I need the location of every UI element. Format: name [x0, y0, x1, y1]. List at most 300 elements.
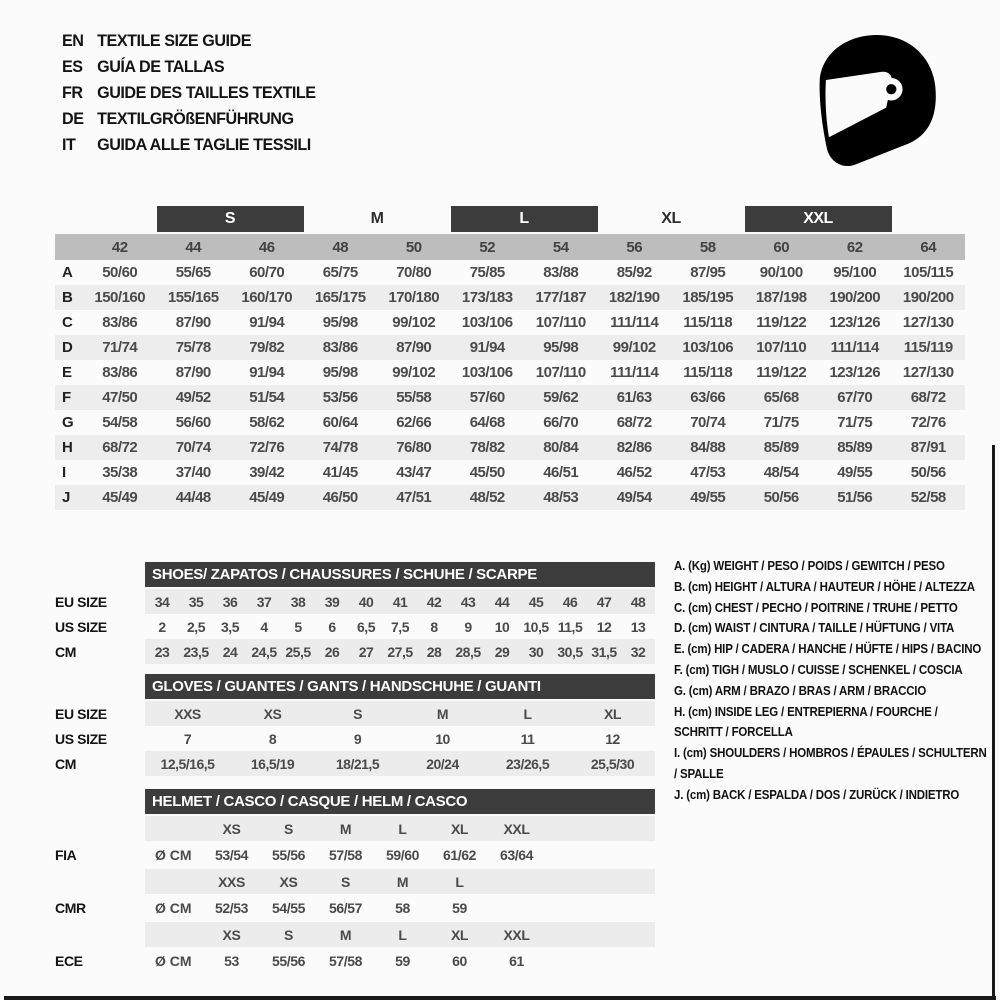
size-value: 71/75 — [837, 414, 873, 431]
size-value: 107/110 — [535, 364, 586, 381]
shoes-value: 2,5 — [187, 618, 205, 635]
helmet-value: 54/55 — [271, 900, 306, 916]
shoes-value: 10 — [494, 618, 510, 635]
size-value: 45/50 — [469, 464, 505, 481]
size-band-empty — [892, 206, 966, 232]
size-value: 95/98 — [322, 314, 358, 331]
legend-item: A. (Kg) WEIGHT / PESO / POIDS / GEWITCH / PESO — [674, 559, 945, 573]
gloves-row-cm — [55, 751, 655, 776]
helmet-size-header: XXL — [503, 926, 530, 943]
size-row-label: C — [62, 314, 73, 331]
size-value: 170/180 — [388, 289, 440, 306]
helmet-standard-label: ECE — [55, 953, 83, 969]
page-bottom-border — [4, 996, 996, 1000]
size-column-header: 58 — [699, 238, 716, 256]
size-value: 35/38 — [102, 464, 138, 481]
size-value: 68/72 — [910, 389, 946, 406]
size-value: 155/165 — [167, 289, 219, 306]
gloves-value: 25,5/30 — [590, 755, 635, 772]
helmet-size-table — [55, 789, 655, 975]
size-value: 65/75 — [322, 264, 358, 281]
size-value: 52/58 — [910, 489, 946, 506]
gloves-value: 10 — [435, 730, 450, 747]
gloves-value: 23/26,5 — [505, 755, 550, 772]
language-title: GUIDA ALLE TAGLIE TESSILI — [97, 135, 311, 154]
size-value: 50/56 — [910, 464, 946, 481]
shoes-value: 23,5 — [183, 643, 209, 660]
language-title: TEXTILE SIZE GUIDE — [97, 31, 252, 50]
gloves-table-title: GLOVES / GUANTES / GANTS / HANDSCHUHE / GUANTI — [145, 674, 655, 699]
size-value: 58/62 — [249, 414, 285, 431]
shoes-value: 45 — [528, 593, 544, 610]
size-value: 68/72 — [102, 439, 138, 456]
size-band-xl: XL — [661, 210, 681, 227]
helmet-value: 63/64 — [499, 847, 534, 863]
gloves-value: S — [353, 705, 362, 722]
size-value: 37/40 — [175, 464, 211, 481]
legend-item: E. (cm) HIP / CADERA / HANCHE / HÜFTE / HIPS / BACINO — [674, 642, 982, 657]
language-row — [62, 132, 316, 158]
helmet-value: 52/53 — [214, 900, 249, 916]
size-column-header: 52 — [479, 238, 496, 256]
legend-item: C. (cm) CHEST / PECHO / POITRINE / TRUHE / PETTO — [674, 600, 958, 615]
helmet-table-title: HELMET / CASCO / CASQUE / HELM / CASCO — [145, 789, 655, 814]
shoes-value: 13 — [630, 618, 646, 635]
helmet-value: 59 — [395, 953, 410, 969]
shoes-value: 6 — [328, 618, 336, 635]
gloves-value: XS — [263, 705, 282, 722]
size-row-label: G — [62, 414, 74, 431]
helmet-value-row-cmr — [55, 894, 655, 922]
size-value: 185/195 — [682, 289, 734, 306]
size-value: 57/60 — [469, 389, 505, 406]
helmet-value: 60 — [452, 953, 467, 969]
size-row-label: B — [62, 289, 73, 306]
page-right-border — [992, 445, 995, 1000]
size-value: 85/92 — [616, 264, 652, 281]
helmet-size-header: S — [284, 820, 293, 837]
helmet-value: 57/58 — [328, 847, 363, 863]
language-row — [62, 28, 316, 54]
gloves-value: 8 — [268, 730, 277, 747]
size-row-label: I — [62, 464, 67, 481]
size-row-i — [55, 460, 965, 485]
size-value: 72/76 — [910, 414, 946, 431]
size-value: 47/53 — [690, 464, 726, 481]
size-value: 75/85 — [469, 264, 505, 281]
helmet-size-header: XS — [279, 873, 298, 890]
helmet-value: 57/58 — [328, 953, 363, 969]
size-column-header: 42 — [111, 238, 128, 256]
shoes-value: 31,5 — [591, 643, 617, 660]
shoes-value: 27,5 — [387, 643, 413, 660]
gloves-value: 18/21,5 — [335, 755, 380, 772]
size-value: 49/52 — [175, 389, 211, 406]
helmet-size-header: M — [339, 926, 352, 943]
size-value: 165/175 — [314, 289, 366, 306]
shoes-value: 35 — [188, 593, 204, 610]
size-column-header: 50 — [405, 238, 422, 256]
shoes-value: 40 — [358, 593, 374, 610]
size-band-empty — [83, 206, 157, 232]
language-code: DE — [62, 109, 84, 128]
helmet-value: 59/60 — [385, 847, 420, 863]
size-value: 75/78 — [175, 339, 211, 356]
gloves-row-values — [145, 726, 655, 751]
size-value: 65/68 — [763, 389, 799, 406]
helmet-size-header: XS — [222, 926, 241, 943]
size-value: 115/119 — [903, 339, 953, 356]
size-value: 127/130 — [902, 364, 954, 381]
size-column-header: 44 — [185, 238, 202, 256]
gloves-value: 7 — [183, 730, 192, 747]
size-value: 43/47 — [396, 464, 432, 481]
legend-item: H. (cm) INSIDE LEG / ENTREPIERNA / FOURCHE / SCHRITT / FORCELLA — [674, 704, 938, 740]
size-value: 45/49 — [102, 489, 138, 506]
size-band-xxl: XXL — [745, 206, 892, 232]
shoes-value: 30 — [528, 643, 544, 660]
language-code: EN — [62, 31, 84, 50]
helmet-size-header: XL — [450, 820, 469, 837]
helmet-size-header: XXL — [503, 820, 530, 837]
size-value: 85/89 — [763, 439, 799, 456]
helmet-values-ece — [145, 947, 655, 975]
size-value: 87/90 — [175, 364, 211, 381]
size-value: 84/88 — [690, 439, 726, 456]
size-value: 49/54 — [616, 489, 652, 506]
size-value: 95/98 — [543, 339, 579, 356]
shoes-value: 41 — [392, 593, 408, 610]
size-band-s: S — [157, 206, 304, 232]
gloves-row-label: CM — [55, 755, 76, 772]
size-value: 127/130 — [902, 314, 954, 331]
size-value: 190/200 — [829, 289, 881, 306]
diameter-unit-label: Ø CM — [155, 953, 192, 969]
shoes-value: 28 — [426, 643, 442, 660]
size-value: 80/84 — [543, 439, 579, 456]
size-value: 83/86 — [322, 339, 358, 356]
size-value: 55/58 — [396, 389, 432, 406]
language-title: GUIDE DES TAILLES TEXTILE — [97, 83, 316, 102]
gloves-row-label: EU SIZE — [55, 705, 107, 722]
size-column-header: 60 — [773, 238, 790, 256]
size-row-a — [55, 260, 965, 285]
size-value: 47/50 — [102, 389, 138, 406]
size-value: 53/56 — [322, 389, 358, 406]
shoes-value: 32 — [630, 643, 646, 660]
size-value: 49/55 — [690, 489, 726, 506]
size-value: 48/52 — [469, 489, 505, 506]
size-column-header: 46 — [258, 238, 275, 256]
size-value: 103/106 — [682, 339, 734, 356]
helmet-size-header: XXS — [218, 873, 245, 890]
shoes-value: 43 — [460, 593, 476, 610]
size-column-header: 62 — [846, 238, 863, 256]
shoes-row-values — [145, 589, 655, 614]
size-column-header: 64 — [920, 238, 937, 256]
gloves-row-eu-size — [55, 701, 655, 726]
shoes-value: 36 — [222, 593, 238, 610]
shoes-value: 47 — [596, 593, 612, 610]
legend-item: D. (cm) WAIST / CINTURA / TAILLE / HÜFTUNG / VITA — [674, 621, 955, 636]
helmet-size-headers-ece — [145, 922, 655, 947]
shoes-value: 26 — [324, 643, 340, 660]
shoes-row-values — [145, 614, 655, 639]
size-row-label: D — [62, 339, 73, 356]
size-column-header: 56 — [626, 238, 643, 256]
size-value: 46/52 — [616, 464, 652, 481]
band-spacer — [55, 206, 83, 232]
size-value: 67/70 — [837, 389, 873, 406]
size-value: 111/114 — [830, 339, 879, 356]
size-value: 123/126 — [829, 314, 881, 331]
language-code: FR — [62, 83, 83, 102]
helmet-values-fia — [145, 841, 655, 869]
shoes-row-values — [145, 639, 655, 664]
language-row — [62, 54, 316, 80]
size-band-row — [55, 206, 965, 232]
language-title-list — [62, 28, 316, 158]
helmet-size-headers-cmr — [145, 869, 655, 894]
size-value: 111/114 — [610, 314, 659, 331]
size-value: 95/98 — [322, 364, 358, 381]
gloves-row-us-size — [55, 726, 655, 751]
size-value: 74/78 — [322, 439, 358, 456]
size-value: 71/74 — [102, 339, 138, 356]
helmet-value: 59 — [452, 900, 467, 916]
size-value: 63/66 — [690, 389, 726, 406]
shoes-value: 44 — [494, 593, 510, 610]
size-row-b — [55, 285, 965, 310]
helmet-value: 55/56 — [271, 847, 306, 863]
size-value: 99/102 — [392, 364, 436, 381]
size-value: 68/72 — [616, 414, 652, 431]
size-value: 187/198 — [755, 289, 807, 306]
shoes-value: 48 — [630, 593, 646, 610]
size-value: 119/122 — [756, 364, 807, 381]
shoes-row-label: EU SIZE — [55, 593, 107, 610]
helmet-size-header: XL — [450, 926, 469, 943]
helmet-value: 61/62 — [442, 847, 477, 863]
size-value: 72/76 — [249, 439, 285, 456]
helmet-value-row-fia — [55, 841, 655, 869]
size-row-d — [55, 335, 965, 360]
size-value: 87/91 — [910, 439, 946, 456]
shoes-value: 8 — [430, 618, 438, 635]
size-value: 87/95 — [690, 264, 726, 281]
shoes-size-table — [55, 562, 655, 664]
gloves-value: 12 — [605, 730, 620, 747]
shoes-value: 10,5 — [523, 618, 549, 635]
shoes-value: 25,5 — [285, 643, 311, 660]
size-value: 91/94 — [469, 339, 505, 356]
size-value: 115/118 — [683, 314, 733, 331]
helmet-standard-label: FIA — [55, 847, 77, 863]
size-value: 190/200 — [902, 289, 954, 306]
shoes-value: 24,5 — [251, 643, 277, 660]
size-value: 47/51 — [396, 489, 432, 506]
gloves-value: 20/24 — [426, 755, 459, 772]
gloves-size-table — [55, 674, 655, 776]
size-value: 87/90 — [396, 339, 432, 356]
shoes-value: 34 — [154, 593, 170, 610]
size-value: 119/122 — [756, 314, 807, 331]
gloves-value: 12,5/16,5 — [160, 755, 215, 772]
size-value: 150/160 — [94, 289, 146, 306]
size-value: 115/118 — [683, 364, 733, 381]
helmet-value: 58 — [395, 900, 410, 916]
size-value: 55/65 — [175, 264, 211, 281]
size-value: 87/90 — [175, 314, 211, 331]
legend-item: B. (cm) HEIGHT / ALTURA / HAUTEUR / HÖHE / ALTEZZA — [674, 579, 975, 594]
gloves-row-values — [145, 701, 655, 726]
shoes-value: 6,5 — [357, 618, 375, 635]
size-value: 41/45 — [322, 464, 358, 481]
diameter-unit-label: Ø CM — [155, 847, 192, 863]
helmet-value: 53 — [224, 953, 239, 969]
shoes-row-label: US SIZE — [55, 618, 107, 635]
size-value: 111/114 — [610, 364, 659, 381]
shoes-value: 12 — [596, 618, 612, 635]
measurement-legend — [674, 556, 987, 806]
shoes-value: 42 — [426, 593, 442, 610]
helmet-size-header-row-ece — [55, 922, 655, 947]
size-value: 91/94 — [249, 364, 285, 381]
shoes-value: 7,5 — [391, 618, 409, 635]
helmet-value: 55/56 — [271, 953, 306, 969]
size-value: 46/51 — [543, 464, 579, 481]
size-value: 62/66 — [396, 414, 432, 431]
size-value: 71/75 — [763, 414, 799, 431]
shoes-value: 24 — [222, 643, 238, 660]
legend-item: G. (cm) ARM / BRAZO / BRAS / ARM / BRACCIO — [674, 683, 927, 698]
shoes-value: 4 — [260, 618, 268, 635]
size-value: 91/94 — [249, 314, 285, 331]
size-value: 46/50 — [322, 489, 358, 506]
size-value: 70/74 — [690, 414, 726, 431]
size-value: 59/62 — [543, 389, 579, 406]
helmet-standard-label: CMR — [55, 900, 86, 916]
size-value: 78/82 — [469, 439, 505, 456]
gloves-value: 9 — [353, 730, 362, 747]
size-value: 107/110 — [535, 314, 586, 331]
size-value: 54/58 — [102, 414, 138, 431]
helmet-value: 56/57 — [328, 900, 363, 916]
shoes-row-label: CM — [55, 643, 76, 660]
size-value: 44/48 — [175, 489, 211, 506]
size-value: 61/63 — [616, 389, 652, 406]
size-value: 48/54 — [763, 464, 799, 481]
size-value: 66/70 — [543, 414, 579, 431]
size-value: 182/190 — [608, 289, 660, 306]
gloves-value: 16,5/19 — [250, 755, 295, 772]
size-row-g — [55, 410, 965, 435]
size-value: 39/42 — [249, 464, 285, 481]
shoes-value: 9 — [464, 618, 472, 635]
size-value: 64/68 — [469, 414, 505, 431]
gloves-value: XL — [604, 705, 621, 722]
size-value: 76/80 — [396, 439, 432, 456]
shoes-value: 46 — [562, 593, 578, 610]
shoes-table-title: SHOES/ ZAPATOS / CHAUSSURES / SCHUHE / SCARPE — [145, 562, 655, 587]
shoes-value: 27 — [358, 643, 374, 660]
size-row-label: F — [62, 389, 72, 406]
language-title: GUÍA DE TALLAS — [97, 57, 225, 76]
shoes-value: 2 — [158, 618, 166, 635]
size-row-h — [55, 435, 965, 460]
shoes-value: 28,5 — [455, 643, 481, 660]
size-value: 60/70 — [249, 264, 285, 281]
shoes-value: 3,5 — [221, 618, 239, 635]
size-value: 99/102 — [392, 314, 436, 331]
size-value: 48/53 — [543, 489, 579, 506]
language-code: IT — [62, 135, 76, 154]
helmet-size-header: L — [398, 820, 407, 837]
legend-item: I. (cm) SHOULDERS / HOMBROS / ÉPAULES / SCHULTERN / SPALLE — [674, 746, 987, 781]
gloves-value: 11 — [520, 730, 535, 747]
size-value: 83/88 — [543, 264, 579, 281]
shoes-value: 30,5 — [557, 643, 583, 660]
helmet-values-cmr — [145, 894, 655, 922]
size-value: 51/56 — [837, 489, 873, 506]
size-value: 56/60 — [175, 414, 211, 431]
helmet-size-header: M — [396, 873, 409, 890]
size-row-j — [55, 485, 965, 510]
shoes-value: 39 — [324, 593, 340, 610]
size-column-header: 54 — [552, 238, 569, 256]
helmet-size-header: XS — [222, 820, 241, 837]
helmet-value: 61 — [509, 953, 524, 969]
size-value: 85/89 — [837, 439, 873, 456]
size-value: 79/82 — [249, 339, 285, 356]
size-row-e — [55, 360, 965, 385]
helmet-size-header-row-cmr — [55, 869, 655, 894]
size-value: 123/126 — [829, 364, 881, 381]
size-value: 49/55 — [837, 464, 873, 481]
size-columns-row — [55, 234, 965, 260]
gloves-value: M — [436, 705, 449, 722]
size-value: 70/80 — [396, 264, 432, 281]
textile-size-table — [55, 206, 965, 510]
gloves-row-label: US SIZE — [55, 730, 107, 747]
size-value: 82/86 — [616, 439, 652, 456]
size-value: 50/60 — [102, 264, 138, 281]
shoes-value: 5 — [294, 618, 302, 635]
size-band-m: M — [370, 210, 384, 227]
gloves-row-values — [145, 751, 655, 776]
size-row-f — [55, 385, 965, 410]
size-value: 83/86 — [102, 364, 138, 381]
size-row-c — [55, 310, 965, 335]
size-value: 70/74 — [175, 439, 211, 456]
size-value: 50/56 — [763, 489, 799, 506]
shoes-row-cm — [55, 639, 655, 664]
size-column-header: 48 — [332, 238, 349, 256]
language-row — [62, 80, 316, 106]
legend-item: J. (cm) BACK / ESPALDA / DOS / ZURÜCK / INDIETRO — [674, 787, 960, 802]
helmet-size-header: S — [341, 873, 350, 890]
size-value: 105/115 — [903, 264, 954, 281]
shoes-value: 37 — [256, 593, 272, 610]
size-value: 177/187 — [535, 289, 587, 306]
helmet-size-header-row-fia — [55, 816, 655, 841]
size-value: 95/100 — [833, 264, 877, 281]
language-row — [62, 106, 316, 132]
language-code: ES — [62, 57, 83, 76]
size-row-label: E — [62, 364, 73, 381]
language-title: TEXTILGRÖßENFÜHRUNG — [97, 109, 294, 128]
gloves-value: XXS — [174, 705, 201, 722]
